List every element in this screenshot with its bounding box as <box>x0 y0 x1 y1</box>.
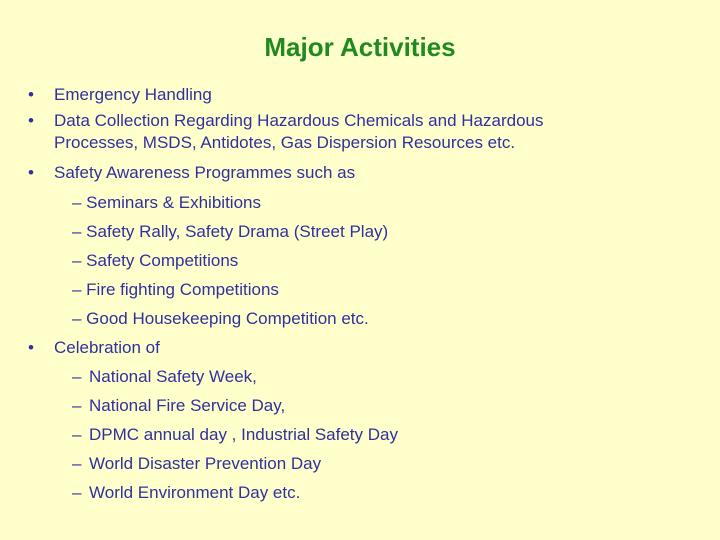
celebration-item: World Environment Day etc. <box>89 483 301 502</box>
celebration-item: National Safety Week, <box>89 367 257 386</box>
dash-marker: – <box>72 425 82 444</box>
bullet-data-collection: Data Collection Regarding Hazardous Chemicals and Hazardous <box>54 111 544 130</box>
bullet-safety-awareness: Safety Awareness Programmes such as <box>54 163 356 182</box>
bullet-marker: • <box>28 111 34 130</box>
celebration-item: DPMC annual day , Industrial Safety Day <box>89 425 398 444</box>
dash-marker: – <box>72 396 82 415</box>
awareness-item: – Safety Rally, Safety Drama (Street Play) <box>72 222 389 241</box>
slide-title: Major Activities <box>264 32 456 62</box>
dash-marker: – <box>72 367 82 386</box>
bullet-marker: • <box>28 338 34 357</box>
awareness-item: – Seminars & Exhibitions <box>72 193 261 212</box>
dash-marker: – <box>72 483 82 502</box>
bullet-celebration: Celebration of <box>54 338 160 357</box>
awareness-item: – Safety Competitions <box>72 251 239 270</box>
celebration-item: National Fire Service Day, <box>89 396 286 415</box>
dash-marker: – <box>72 454 82 473</box>
bullet-marker: • <box>28 85 34 104</box>
awareness-item: – Fire fighting Competitions <box>72 280 279 299</box>
bullet-emergency-handling: Emergency Handling <box>54 85 212 104</box>
bullet-data-collection-continued: Processes, MSDS, Antidotes, Gas Dispersion Resources etc. <box>54 133 516 152</box>
bullet-marker: • <box>28 163 34 182</box>
awareness-item: – Good Housekeeping Competition etc. <box>72 309 369 328</box>
celebration-item: World Disaster Prevention Day <box>89 454 322 473</box>
